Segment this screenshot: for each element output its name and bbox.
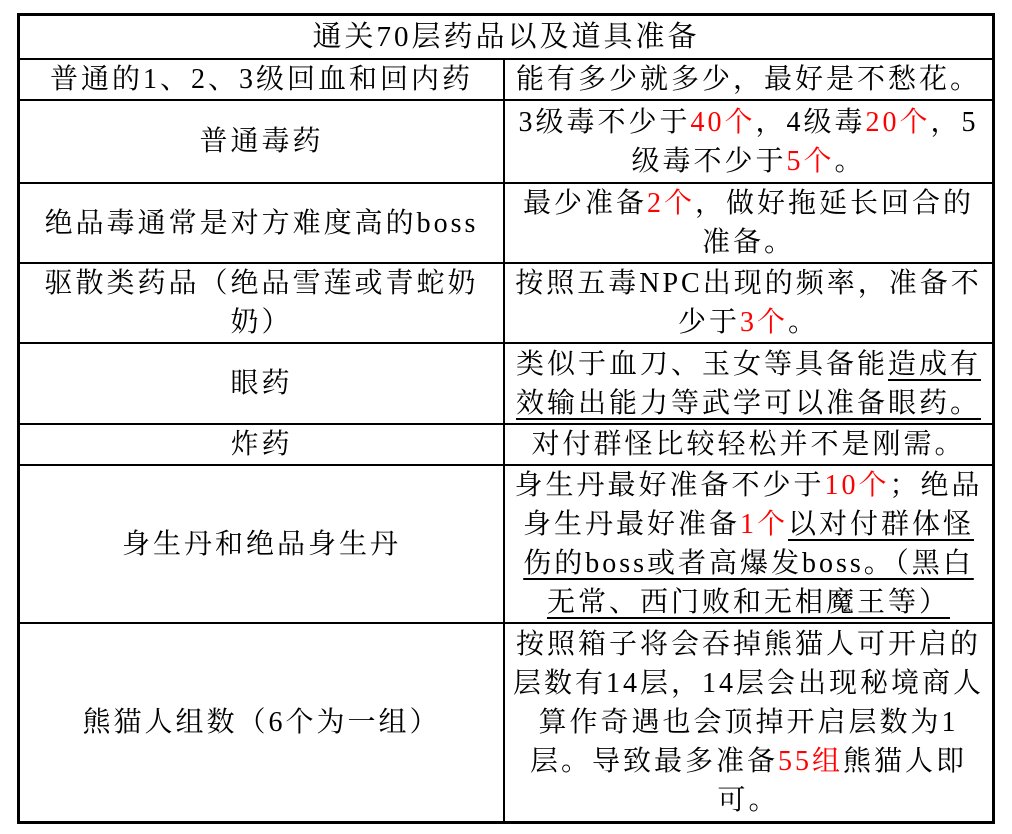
highlighted-quantity: 5个 [786,145,835,177]
desc-cell-text [505,103,992,181]
text-segment: 类似于血刀、玉女等具备能 [515,348,888,380]
desc-cell [505,60,992,99]
highlighted-quantity: 40个 [690,106,756,138]
text-segment: 对付群怪比较轻松并不是刚需。 [531,429,966,460]
table-row-6 [20,425,992,466]
item-cell [20,425,505,464]
item-cell-text [20,122,503,161]
text-segment: 眼药 [230,368,293,399]
text-segment: 普通的1、2、3级回血和回内药 [49,64,473,95]
text-segment: 按照箱子将会吞掉熊猫人可开启的层数有14层，14层会出现秘境商人算作奇遇也会顶掉开启层数为1层。导致最多准备 [512,629,984,777]
text-segment: 。 [788,307,820,338]
item-cell [20,466,505,622]
item-cell-text [20,204,503,243]
preparation-table [17,13,995,824]
item-cell [20,264,505,342]
text-segment: 身生丹最好准备不少于 [514,470,825,501]
item-cell-text [20,60,503,99]
underlined-note: 以对付群体怪伤的boss或者高爆发boss。（黑白无常、西门败和无相魔王等） [523,509,975,618]
table-body [20,60,992,821]
table-row-2 [20,101,992,184]
desc-cell [505,425,992,464]
item-cell [20,624,505,821]
desc-cell [505,344,992,423]
item-cell [20,101,505,182]
item-cell [20,184,505,262]
underlined-note: 造成有效输出能力等武学可以准备眼药。 [515,348,982,419]
desc-cell [505,264,992,342]
highlighted-quantity: 55组 [777,746,843,777]
table-title: 通关70层药品以及道具准备 [20,16,992,60]
text-segment: ；绝品身生丹最好准备 [522,470,983,540]
item-cell-text [20,703,503,742]
text-segment: ，5级毒不少于 [631,106,979,177]
text-segment: 能有多少就多少，最好是不愁花。 [515,64,981,95]
desc-cell-text [505,60,992,99]
desc-cell-text [505,425,992,464]
highlighted-quantity: 3个 [739,307,788,338]
desc-cell-text [505,466,992,622]
item-cell-text [20,364,503,403]
table-row-8 [20,624,992,821]
text-segment: 熊猫人组数（6个为一组） [82,707,441,738]
highlighted-quantity: 2个 [646,188,695,219]
text-segment: 驱散类药品（绝品雪莲或青蛇奶奶） [44,268,479,338]
desc-cell [505,624,992,821]
text-segment: ，4级毒 [755,106,866,138]
text-segment: 3级毒不少于 [518,106,691,138]
table-row-7 [20,466,992,624]
text-segment: 绝品毒通常是对方难度高的boss [44,207,479,239]
desc-cell-text [505,264,992,342]
table-row-3 [20,184,992,264]
text-segment: ，做好拖延长回合的准备。 [695,188,975,258]
desc-cell [505,466,992,622]
highlighted-quantity: 20个 [865,106,931,138]
text-segment: 炸药 [230,429,293,460]
text-segment: 最少准备 [522,188,647,219]
desc-cell-text [505,345,992,423]
item-cell-text [20,425,503,464]
text-segment: 。 [834,145,866,177]
text-segment: 熊猫人即可。 [717,746,968,816]
highlighted-quantity: 10个 [824,470,890,501]
item-cell-text [20,264,503,342]
table-row-5 [20,344,992,425]
desc-cell-text [505,625,992,820]
desc-cell [505,101,992,182]
desc-cell [505,184,992,262]
table-row-4 [20,264,992,344]
table-row-1 [20,60,992,101]
highlighted-quantity: 1个 [739,509,788,540]
desc-cell-text [505,184,992,262]
item-cell [20,344,505,423]
text-segment: 按照五毒NPC出现的频率，准备不少于 [515,268,982,338]
text-segment: 身生丹和绝品身生丹 [121,528,401,560]
item-cell [20,60,505,99]
text-segment: 普通毒药 [199,126,324,157]
item-cell-text [20,525,503,564]
